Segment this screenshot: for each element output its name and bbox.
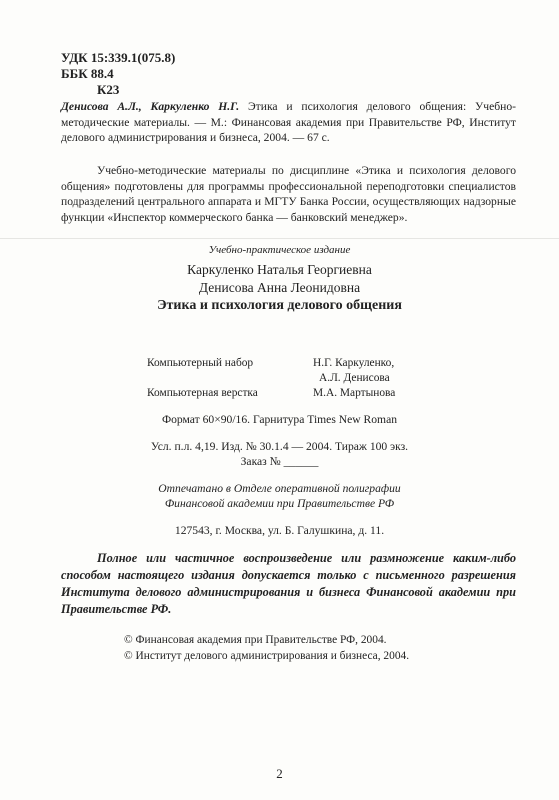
- bibliographic-text: Этика и психология делового общения: Учебно-методические материалы. — М.: Финансовая академия при Правительстве РФ, Институт делового администрирования и бизнеса, 2004. — 67 с.: [61, 100, 516, 144]
- bbk-code: ББК 88.4: [61, 66, 114, 81]
- print-data-line: Усл. п.л. 4,19. Изд. № 30.1.4 — 2004. Тираж 100 экз.: [150, 440, 409, 453]
- credit-role-typing: Компьютерный набор: [147, 357, 254, 369]
- copyright-line-1: © Финансовая академия при Правительстве РФ, 2004.: [124, 634, 387, 646]
- format-line: Формат 60×90/16. Гарнитура Times New Roman: [161, 413, 398, 426]
- credit-name-layout: М.А. Мартынова: [313, 387, 396, 399]
- imprint-author-1: Каркуленко Наталья Георгиевна: [187, 262, 372, 277]
- credit-name-typing-2: А.Л. Денисова: [319, 372, 390, 384]
- section-divider: [0, 238, 559, 239]
- credit-role-layout: Компьютерная верстка: [147, 387, 258, 399]
- imprint-author-2: Денисова Анна Леонидовна: [198, 280, 361, 295]
- bibliographic-authors: Денисова А.Л., Каркуленко Н.Г.: [61, 100, 240, 113]
- address-line: 127543, г. Москва, ул. Б. Галушкина, д. 11.: [174, 524, 385, 537]
- reproduction-notice: Полное или частичное воспроизведение или размножение каким-либо способом настоящего издания допускается только с письменного разрешения Института делового администрирования и бизнеса Финансовой академии при Правительстве РФ.: [61, 551, 516, 616]
- annotation: Учебно-методические материалы по дисциплине «Этика и психология делового общения» подготовлены для программы профессиональной переподготовки специалистов подразделений центрального аппарата и МГТУ Банка России, осуществляющих надзорные функции «Инспектор коммерческого банка — банковский менеджер».: [61, 164, 516, 224]
- udc-code: УДК 15:339.1(075.8): [61, 50, 176, 65]
- printed-by-line-1: Отпечатано в Отделе оперативной полиграфии: [158, 482, 401, 495]
- author-mark: К23: [97, 82, 120, 97]
- credit-name-typing-1: Н.Г. Каркуленко,: [313, 357, 395, 369]
- page-number: 2: [276, 766, 283, 781]
- edition-type: Учебно-практическое издание: [208, 244, 351, 256]
- printed-by-line-2: Финансовой академии при Правительстве РФ: [164, 497, 395, 510]
- copyright-line-2: © Институт делового администрирования и бизнеса, 2004.: [124, 650, 410, 662]
- bibliographic-description: [61, 99, 516, 146]
- imprint-title: Этика и психология делового общения: [157, 298, 402, 313]
- order-line: Заказ № ______: [240, 455, 319, 468]
